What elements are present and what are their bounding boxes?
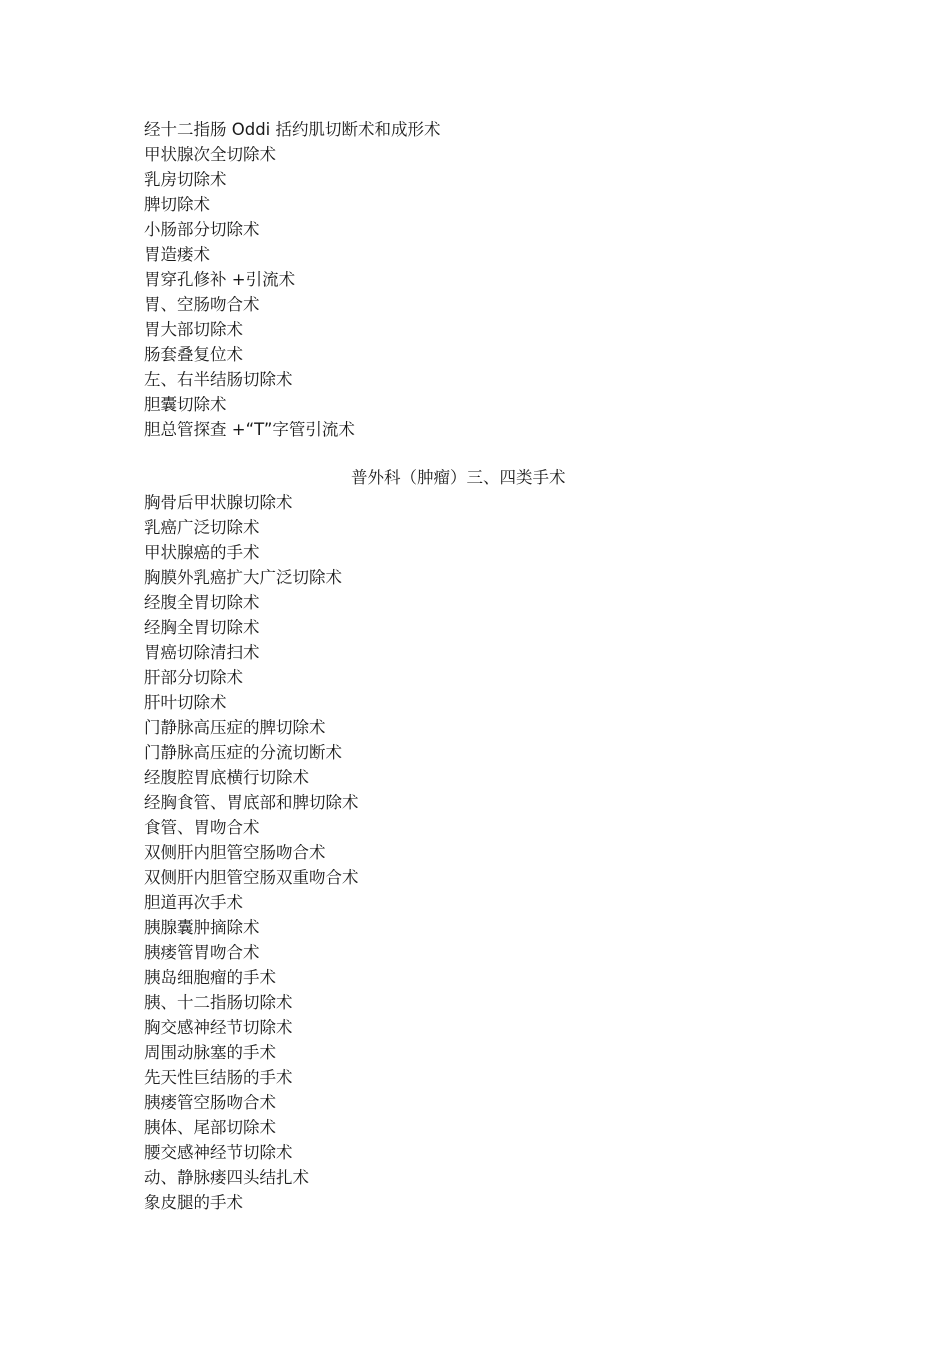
procedure-list-general <box>144 117 441 442</box>
list-item: 肝部分切除术 <box>144 668 243 687</box>
list-item: 食管、胃吻合术 <box>144 818 260 837</box>
list-item: 经十二指肠 Oddi 括约肌切断术和成形术 <box>144 120 441 139</box>
list-item: 肠套叠复位术 <box>144 345 243 364</box>
list-item: 脾切除术 <box>144 195 210 214</box>
list-item: 胸交感神经节切除术 <box>144 1018 293 1037</box>
list-item: 胰体、尾部切除术 <box>144 1118 276 1137</box>
section-heading: 普外科（肿瘤）三、四类手术 <box>351 468 566 487</box>
list-item: 胃大部切除术 <box>144 320 243 339</box>
list-item: 甲状腺次全切除术 <box>144 145 276 164</box>
list-item: 门静脉高压症的分流切断术 <box>144 743 342 762</box>
list-item: 腰交感神经节切除术 <box>144 1143 293 1162</box>
list-item: 肝叶切除术 <box>144 693 227 712</box>
list-item: 双侧肝内胆管空肠双重吻合术 <box>144 868 359 887</box>
list-item: 胆总管探查 +“T”字管引流术 <box>144 420 355 439</box>
list-item: 胃穿孔修补 +引流术 <box>144 270 296 289</box>
list-item: 周围动脉塞的手术 <box>144 1043 276 1062</box>
list-item: 经腹腔胃底横行切除术 <box>144 768 309 787</box>
list-item: 象皮腿的手术 <box>144 1193 243 1212</box>
list-item: 胆囊切除术 <box>144 395 227 414</box>
list-item: 胸膜外乳癌扩大广泛切除术 <box>144 568 342 587</box>
list-item: 小肠部分切除术 <box>144 220 260 239</box>
list-item: 左、右半结肠切除术 <box>144 370 293 389</box>
list-item: 胰、十二指肠切除术 <box>144 993 293 1012</box>
list-item: 胰岛细胞瘤的手术 <box>144 968 276 987</box>
list-item: 乳房切除术 <box>144 170 227 189</box>
list-item: 胃造瘘术 <box>144 245 210 264</box>
list-item: 甲状腺癌的手术 <box>144 543 260 562</box>
list-item: 动、静脉瘘四头结扎术 <box>144 1168 309 1187</box>
list-item: 经胸食管、胃底部和脾切除术 <box>144 793 359 812</box>
list-item: 先天性巨结肠的手术 <box>144 1068 293 1087</box>
list-item: 双侧肝内胆管空肠吻合术 <box>144 843 326 862</box>
list-item: 经腹全胃切除术 <box>144 593 260 612</box>
list-item: 胃、空肠吻合术 <box>144 295 260 314</box>
list-item: 胰瘘管胃吻合术 <box>144 943 260 962</box>
list-item: 乳癌广泛切除术 <box>144 518 260 537</box>
list-item: 胆道再次手术 <box>144 893 243 912</box>
list-item: 胰瘘管空肠吻合术 <box>144 1093 276 1112</box>
list-item: 胰腺囊肿摘除术 <box>144 918 260 937</box>
list-item: 胸骨后甲状腺切除术 <box>144 493 293 512</box>
list-item: 经胸全胃切除术 <box>144 618 260 637</box>
list-item: 胃癌切除清扫术 <box>144 643 260 662</box>
procedure-list-oncology <box>144 490 359 1215</box>
list-item: 门静脉高压症的脾切除术 <box>144 718 326 737</box>
